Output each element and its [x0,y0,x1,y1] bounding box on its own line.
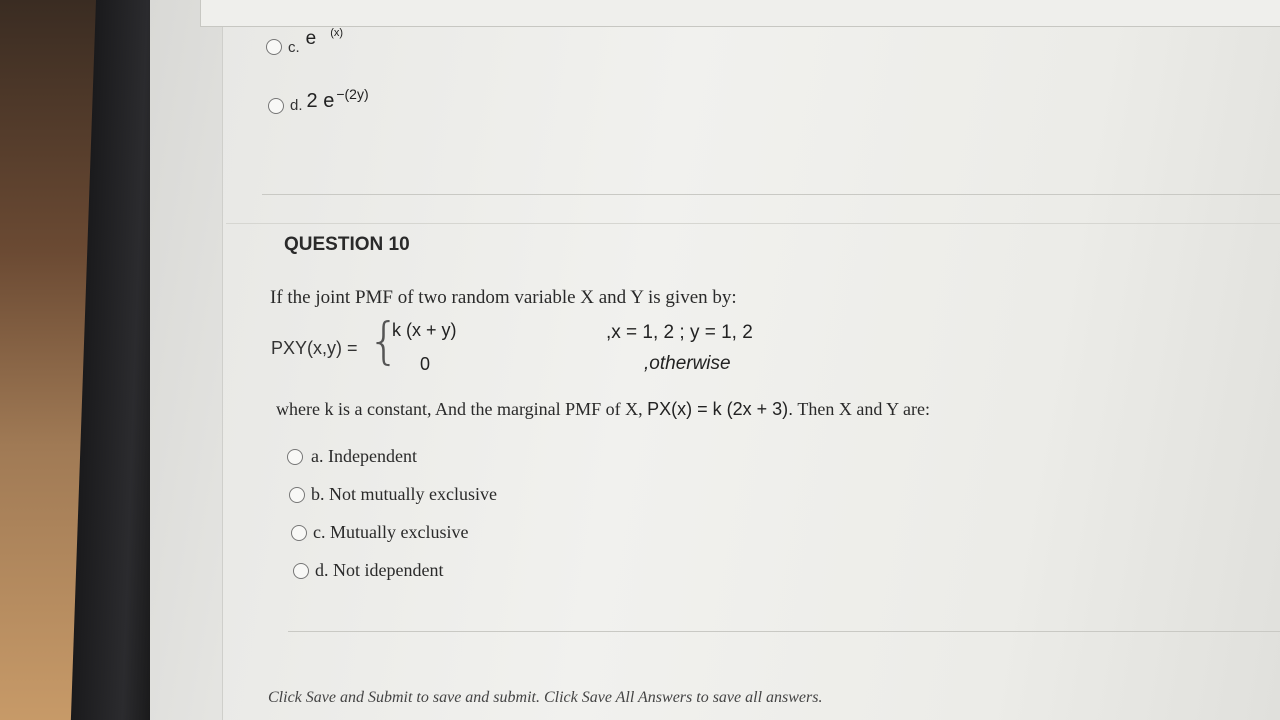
prev-option-d-expr: 2 e [306,90,335,112]
pmf-brace: { [368,312,400,370]
question-title: QUESTION 10 [284,234,410,255]
answer-option-a[interactable] [287,446,417,467]
prev-option-d-letter: d. [290,97,303,114]
answer-option-c[interactable] [291,522,468,543]
prev-option-c-expr: e [305,28,317,49]
question-stem: If the joint PMF of two random variable X and Y is given by: [270,287,737,308]
prev-option-c-exponent: (x) [330,27,344,39]
question-divider-2 [226,223,1280,224]
pmf-lhs: PXY(x,y) = [271,338,358,358]
marginal-statement [276,399,930,420]
pmf-case-2-condition: ,otherwise [644,353,731,374]
question-divider [262,194,1280,195]
pmf-case-2-expr: 0 [420,354,431,374]
answer-option-b-label: b. Not mutually exclusive [311,484,497,504]
save-instructions: Click Save and Submit to save and submit. Click Save All Answers to save all answers. [268,689,823,706]
previous-question-box [200,0,1280,27]
prev-option-c-letter: c. [288,38,300,56]
marginal-expr: PX(x) = k (2x + 3). [647,399,794,419]
answer-option-d-radio[interactable] [293,563,309,579]
answer-option-b[interactable] [289,484,497,505]
prev-option-d-radio[interactable] [268,98,284,114]
prev-option-d[interactable] [268,85,369,117]
answer-option-c-label: c. Mutually exclusive [313,522,469,542]
pmf-case-1-condition: ,x = 1, 2 ; y = 1, 2 [606,322,753,343]
prev-option-c[interactable] [266,27,344,58]
pmf-case-1-expr: k (x + y) [392,320,457,340]
marginal-text-2: Then X and Y are: [797,399,930,419]
marginal-text-1: where k is a constant, And the marginal PMF of X, [276,399,643,419]
answer-option-b-radio[interactable] [289,487,305,503]
options-divider [288,631,1280,632]
prev-option-c-radio[interactable] [266,39,282,55]
answer-option-c-radio[interactable] [291,525,307,541]
answer-option-a-radio[interactable] [287,449,303,465]
prev-option-d-exponent: −(2y) [336,85,369,102]
answer-option-d[interactable] [293,560,443,581]
answer-option-d-label: d. Not idependent [315,560,444,580]
answer-option-a-label: a. Independent [311,446,417,466]
